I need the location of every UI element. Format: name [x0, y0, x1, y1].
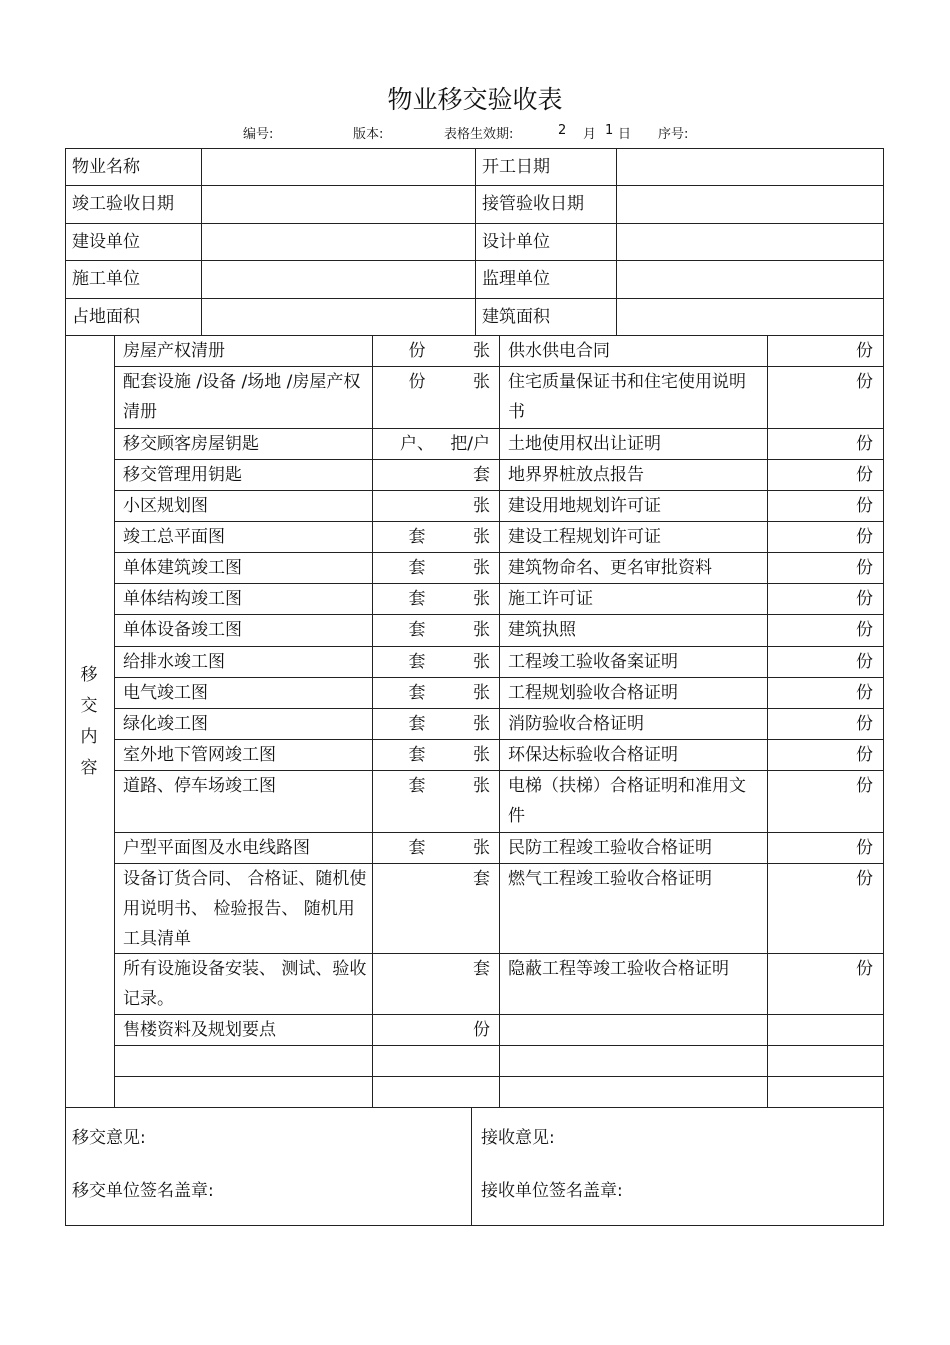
transfer-item-right: 施工许可证 — [508, 589, 593, 609]
transfer-item-right: 土地使用权出让证明 — [508, 434, 661, 454]
section-label-char: 移 — [80, 665, 98, 685]
transfer-item-unit: 份 — [856, 434, 873, 454]
transfer-item-left: 室外地下管网竣工图 — [123, 745, 276, 765]
table-rule — [616, 148, 617, 335]
transfer-signature-label: 移交单位签名盖章: — [72, 1181, 214, 1201]
transfer-item-left: 移交顾客房屋钥匙 — [123, 434, 259, 454]
transfer-item-left: 小区规划图 — [123, 496, 208, 516]
transfer-item-unit: 份 — [856, 745, 873, 765]
transfer-item-unit: 套 — [408, 620, 426, 640]
basic-info-label: 物业名称 — [72, 156, 140, 177]
transfer-item-right: 消防验收合格证明 — [508, 714, 644, 734]
basic-info-label: 开工日期 — [482, 156, 550, 177]
transfer-item-right: 建筑物命名、更名审批资料 — [508, 558, 712, 578]
document-title: 物业移交验收表 — [387, 85, 563, 114]
transfer-item-right: 供水供电合同 — [508, 341, 610, 361]
transfer-item-unit: 份 — [856, 652, 873, 672]
transfer-item-left: 给排水竣工图 — [123, 652, 225, 672]
transfer-item-left: 售楼资料及规划要点 — [123, 1020, 276, 1040]
section-label-char: 交 — [80, 696, 98, 716]
transfer-item-right: 建设工程规划许可证 — [508, 527, 661, 547]
transfer-item-unit: 份 — [856, 683, 873, 703]
transfer-item-unit: 份 — [856, 496, 873, 516]
receive-opinion-label: 接收意见: — [481, 1128, 555, 1148]
transfer-item-right: 建筑执照 — [508, 620, 576, 640]
receive-signature-label: 接收单位签名盖章: — [481, 1181, 623, 1201]
transfer-item-unit: 张 — [473, 527, 490, 547]
transfer-item-unit: 套 — [408, 683, 426, 703]
transfer-item-unit: 份 — [856, 558, 873, 578]
effective-month-char: 月 — [583, 127, 597, 142]
basic-info-label: 建筑面积 — [482, 306, 550, 327]
transfer-item-unit: 套 — [408, 652, 426, 672]
transfer-item-unit: 套 — [408, 776, 426, 796]
section-label-char: 内 — [80, 727, 98, 747]
transfer-item-unit: 套 — [408, 714, 426, 734]
transfer-item-right: 建设用地规划许可证 — [508, 496, 661, 516]
transfer-item-unit: 份 — [856, 341, 873, 361]
transfer-item-unit: 张 — [473, 558, 490, 578]
transfer-item-left: 户型平面图及水电线路图 — [123, 838, 310, 858]
table-rule — [767, 335, 768, 1107]
transfer-item-unit: 把/户 — [450, 434, 490, 454]
basic-info-label: 占地面积 — [72, 306, 140, 327]
table-rule — [201, 148, 202, 335]
transfer-item-right: 地界界桩放点报告 — [508, 465, 644, 485]
table-rule — [499, 335, 500, 1107]
effective-label: 表格生效期: — [444, 127, 514, 142]
transfer-item-unit: 份 — [856, 959, 873, 979]
transfer-item-unit: 套 — [408, 589, 426, 609]
transfer-item-left: 所有设施设备安装、 测试、验收记录。 — [123, 959, 367, 1009]
transfer-item-left: 单体设备竣工图 — [123, 620, 242, 640]
table-rule — [471, 1107, 472, 1226]
transfer-item-unit: 份 — [408, 341, 426, 361]
transfer-item-left: 设备订货合同、 合格证、随机使用说明书、 检验报告、 随机用工具清单 — [123, 869, 367, 949]
transfer-item-unit: 套 — [408, 838, 426, 858]
transfer-item-unit: 张 — [473, 776, 490, 796]
transfer-item-unit: 份 — [856, 776, 873, 796]
transfer-item-left: 配套设施 /设备 /场地 /房屋产权清册 — [123, 372, 361, 422]
transfer-item-unit: 张 — [473, 838, 490, 858]
transfer-item-unit: 份 — [856, 465, 873, 485]
version-label: 版本: — [353, 127, 384, 142]
transfer-item-unit: 张 — [473, 620, 490, 640]
transfer-item-unit: 张 — [473, 683, 490, 703]
transfer-item-unit: 张 — [473, 372, 490, 392]
section-label-char: 容 — [80, 758, 98, 778]
transfer-item-unit: 份 — [856, 838, 873, 858]
basic-info-label: 竣工验收日期 — [72, 194, 174, 214]
transfer-item-unit: 张 — [473, 341, 490, 361]
transfer-item-right: 住宅质量保证书和住宅使用说明书 — [508, 372, 746, 422]
transfer-item-right: 隐蔽工程等竣工验收合格证明 — [508, 959, 729, 979]
effective-day-char: 日 — [618, 127, 632, 142]
transfer-item-unit: 份 — [856, 372, 873, 392]
table-rule — [475, 148, 476, 335]
effective-day-value: 1 — [605, 123, 614, 138]
transfer-item-unit: 套 — [473, 869, 490, 889]
transfer-item-right: 民防工程竣工验收合格证明 — [508, 838, 712, 858]
sequence-label: 序号: — [658, 127, 689, 142]
transfer-item-left: 单体结构竣工图 — [123, 589, 242, 609]
table-rule — [114, 335, 115, 1107]
code-label: 编号: — [243, 127, 274, 142]
transfer-item-right: 电梯（扶梯）合格证明和准用文件 — [508, 776, 746, 826]
transfer-item-unit: 套 — [408, 558, 426, 578]
transfer-item-unit: 户、 — [400, 434, 434, 454]
transfer-item-right: 工程竣工验收备案证明 — [508, 652, 678, 672]
basic-info-label: 接管验收日期 — [482, 194, 584, 214]
transfer-item-unit: 份 — [856, 527, 873, 547]
transfer-item-unit: 份 — [856, 714, 873, 734]
transfer-item-unit: 张 — [473, 589, 490, 609]
basic-info-label: 监理单位 — [482, 269, 550, 289]
transfer-item-left: 竣工总平面图 — [123, 527, 225, 547]
transfer-opinion-label: 移交意见: — [72, 1128, 146, 1148]
transfer-item-left: 电气竣工图 — [123, 683, 208, 703]
basic-info-label: 设计单位 — [482, 231, 550, 252]
transfer-item-left: 移交管理用钥匙 — [123, 465, 242, 485]
transfer-item-left: 道路、停车场竣工图 — [123, 776, 276, 796]
transfer-item-unit: 张 — [473, 714, 490, 734]
transfer-item-unit: 套 — [408, 527, 426, 547]
transfer-item-unit: 套 — [473, 959, 490, 979]
transfer-item-left: 单体建筑竣工图 — [123, 558, 242, 578]
transfer-item-unit: 张 — [473, 745, 490, 765]
transfer-item-right: 环保达标验收合格证明 — [508, 745, 678, 765]
basic-info-label: 建设单位 — [72, 231, 140, 252]
transfer-item-left: 房屋产权清册 — [123, 341, 225, 361]
transfer-item-unit: 份 — [408, 372, 426, 392]
transfer-item-unit: 套 — [473, 465, 490, 485]
transfer-item-unit: 份 — [856, 589, 873, 609]
transfer-item-unit: 张 — [473, 652, 490, 672]
transfer-item-unit: 份 — [856, 869, 873, 889]
transfer-item-unit: 份 — [856, 620, 873, 640]
transfer-item-unit: 套 — [408, 745, 426, 765]
transfer-item-right: 工程规划验收合格证明 — [508, 683, 678, 703]
transfer-item-unit: 张 — [473, 496, 490, 516]
transfer-item-left: 绿化竣工图 — [123, 714, 208, 734]
transfer-item-right: 燃气工程竣工验收合格证明 — [508, 869, 712, 889]
effective-month-value: 2 — [558, 123, 567, 138]
table-rule — [372, 335, 373, 1107]
table-rule — [65, 1107, 884, 1108]
transfer-item-unit: 份 — [473, 1020, 490, 1040]
basic-info-label: 施工单位 — [72, 269, 140, 289]
